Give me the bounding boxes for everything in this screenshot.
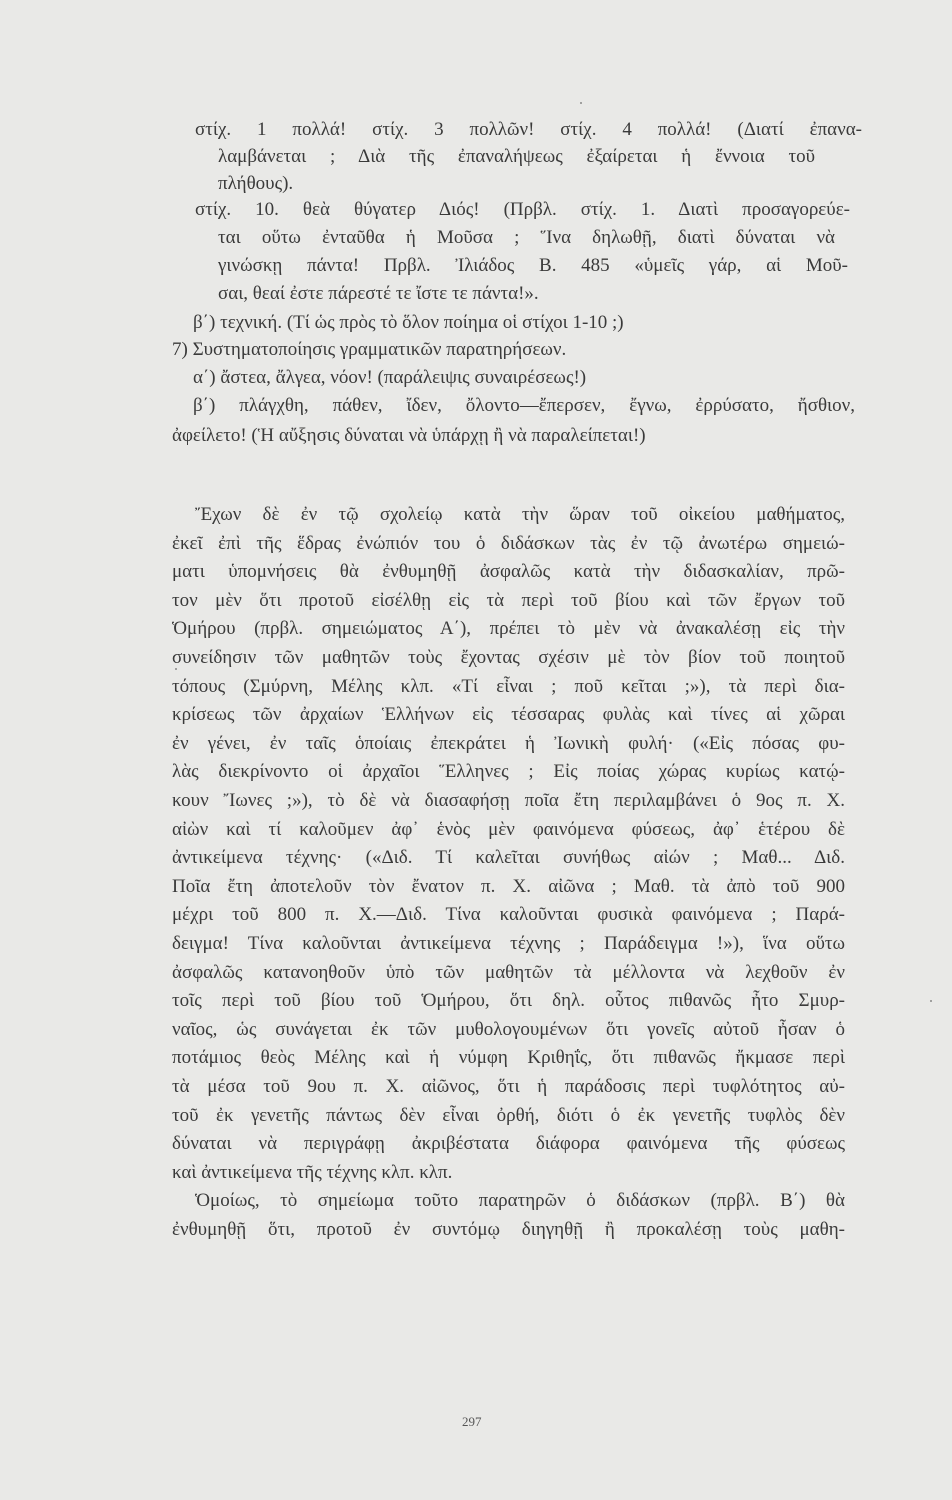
text-line: τοῦ ἐκ γενετῆς πάντως δὲν εἶναι ὀρθή, διότι ὁ ἐκ γενετῆς τυφλὸς δὲν (172, 1104, 845, 1126)
text-line: ματι ὑπομνήσεις θὰ ἐνθυμηθῇ ἀσφαλῶς κατὰ τὴν διδασκαλίαν, πρῶ- (172, 561, 845, 583)
text-line: Ποῖα ἔτη ἀποτελοῦν τὸν ἔνατον π. Χ. αἰῶνα ; Μαθ. τὰ ἀπὸ τοῦ 900 (172, 875, 845, 897)
page-number: 297 (462, 1414, 482, 1429)
text-line: τον μὲν ὅτι προτοῦ εἰσέλθῃ εἰς τὰ περὶ τοῦ βίου καὶ τῶν ἔργων τοῦ (172, 589, 845, 611)
text-line: τόπους (Σμύρνη, Μέλης κλπ. «Τί εἶναι ; ποῦ κεῖται ;»), τὰ περὶ δια- (172, 675, 845, 697)
text-line: ἐνθυμηθῇ ὅτι, προτοῦ ἐν συντόμῳ διηγηθῇ ἢ προκαλέσῃ τοὺς μαθη- (172, 1219, 845, 1240)
scan-speck (930, 1000, 932, 1002)
text-line: Ὁμοίως, τὸ σημείωμα τοῦτο παρατηρῶν ὁ διδάσκων (πρβλ. Β΄) θὰ (195, 1190, 845, 1212)
text-line: ἐκεῖ ἐπὶ τῆς ἕδρας ἐνώπιόν του ὁ διδάσκων τὰς ἐν τῷ ἀνωτέρω σημειώ- (172, 532, 845, 554)
text-line: 7) Συστηματοποίησις γραμματικῶν παρατηρήσεων. (172, 339, 567, 360)
text-line: β΄) πλάγχθη, πάθεν, ἴδεν, ὄλοντο—ἔπερσεν, ἔγνω, ἐρρύσατο, ἤσθιον, (193, 395, 855, 416)
text-line: σαι, θεαί ἐστε πάρεστέ τε ἴστε τε πάντα!». (218, 283, 539, 304)
text-line: ἀντικείμενα τέχνης· («Διδ. Τί καλεῖται συνήθως αἰών ; Μαθ... Διδ. (172, 847, 845, 869)
text-line: καὶ ἀντικείμενα τῆς τέχνης κλπ. κλπ. (172, 1161, 453, 1183)
text-line: μέχρι τοῦ 800 π. Χ.—Διδ. Τίνα καλοῦνται φυσικὰ φαινόμενα ; Παρά- (172, 904, 845, 926)
text-line: Ἔχων δὲ ἐν τῷ σχολείῳ κατὰ τὴν ὥραν τοῦ οἰκείου μαθήματος, (195, 504, 845, 525)
text-line: λὰς διεκρίνοντο οἱ ἀρχαῖοι Ἕλληνες ; Εἰς ποίας χώρας κυρίως κατῴ- (172, 761, 845, 783)
text-line: ἀσφαλῶς κατανοηθοῦν ὑπὸ τῶν μαθητῶν τὰ μέλλοντα νὰ λεχθοῦν ἐν (172, 961, 845, 983)
text-line: δύναται νὰ περιγράφῃ ἀκριβέστατα διάφορα φαινόμενα τῆς φύσεως (172, 1133, 845, 1155)
text-line: ἀφείλετο! (Ἡ αὔξησις δύναται νὰ ὑπάρχῃ ἢ νὰ παραλείπεται!) (172, 425, 646, 446)
text-line: στίχ. 1 πολλά! στίχ. 3 πολλῶν! στίχ. 4 πολλά! (Διατί ἐπανα- (195, 119, 862, 140)
text-line: κουν Ἴωνες ;»), τὸ δὲ νὰ διασαφήσῃ ποῖα ἔτη περιλαμβάνει ὁ 9ος π. Χ. (172, 790, 845, 811)
text-line: α΄) ἄστεα, ἄλγεα, νόον! (παράλειψις συναιρέσεως!) (193, 367, 587, 388)
text-line: τοῖς περὶ τοῦ βίου τοῦ Ὁμήρου, ὅτι δηλ. οὗτος πιθανῶς ἦτο Σμυρ- (172, 990, 845, 1012)
text-line: λαμβάνεται ; Διὰ τῆς ἐπαναλήψεως ἐξαίρεται ἡ ἔννοια τοῦ (218, 146, 815, 167)
text-line: β΄) τεχνική. (Τί ὡς πρὸς τὸ ὅλον ποίημα οἱ στίχοι 1-10 ;) (193, 312, 624, 333)
text-line: Ὁμήρου (πρβλ. σημειώματος Α΄), πρέπει τὸ μὲν νὰ ἀνακαλέσῃ εἰς τὴν (172, 618, 845, 640)
text-line: συνείδησιν τῶν μαθητῶν τοὺς ἔχοντας σχέσιν μὲ τὸν βίον τοῦ ποιητοῦ (172, 647, 845, 668)
text-line: τὰ μέσα τοῦ 9ου π. Χ. αἰῶνος, ὅτι ἡ παράδοσις περὶ τυφλότητος αὐ- (172, 1076, 845, 1097)
text-line: κρίσεως τῶν ἀρχαίων Ἑλλήνων εἰς τέσσαρας φυλὰς καὶ τίνες αἱ χῶραι (172, 704, 845, 726)
scan-speck (175, 668, 177, 670)
text-line: ποτάμιος θεὸς Μέλης καὶ ἡ νύμφη Κριθηΐς, ὅτι πιθανῶς ἤκμασε περὶ (172, 1047, 845, 1069)
text-line: δειγμα! Τίνα καλοῦνται ἀντικείμενα τέχνης ; Παράδειγμα !»), ἵνα οὕτω (172, 933, 845, 954)
text-line: αἰὼν καὶ τί καλοῦμεν ἀφ᾽ ἑνὸς μὲν φαινόμενα φύσεως, ἀφ᾽ ἑτέρου δὲ (172, 818, 845, 840)
text-line: πλήθους). (218, 173, 294, 194)
text-line: ἐν γένει, ἐν ταῖς ὁποίαις ἐπεκράτει ἡ Ἰωνικὴ φυλή· («Εἰς πόσας φυ- (172, 732, 845, 754)
text-line: ναῖος, ὡς συνάγεται ἐκ τῶν μυθολογουμένων ὅτι γονεῖς αὐτοῦ ἦσαν ὁ (172, 1018, 845, 1040)
scan-speck (580, 102, 582, 104)
text-line: ται οὕτω ἐνταῦθα ἡ Μοῦσα ; Ἵνα δηλωθῇ, διατὶ δύναται νὰ (218, 227, 835, 248)
text-line: γινώσκῃ πάντα! Πρβλ. Ἰλιάδος Β. 485 «ὑμεῖς γάρ, αἱ Μοῦ- (218, 255, 848, 276)
text-line: στίχ. 10. θεὰ θύγατερ Διός! (Πρβλ. στίχ. 1. Διατὶ προσαγορεύε- (195, 199, 850, 220)
